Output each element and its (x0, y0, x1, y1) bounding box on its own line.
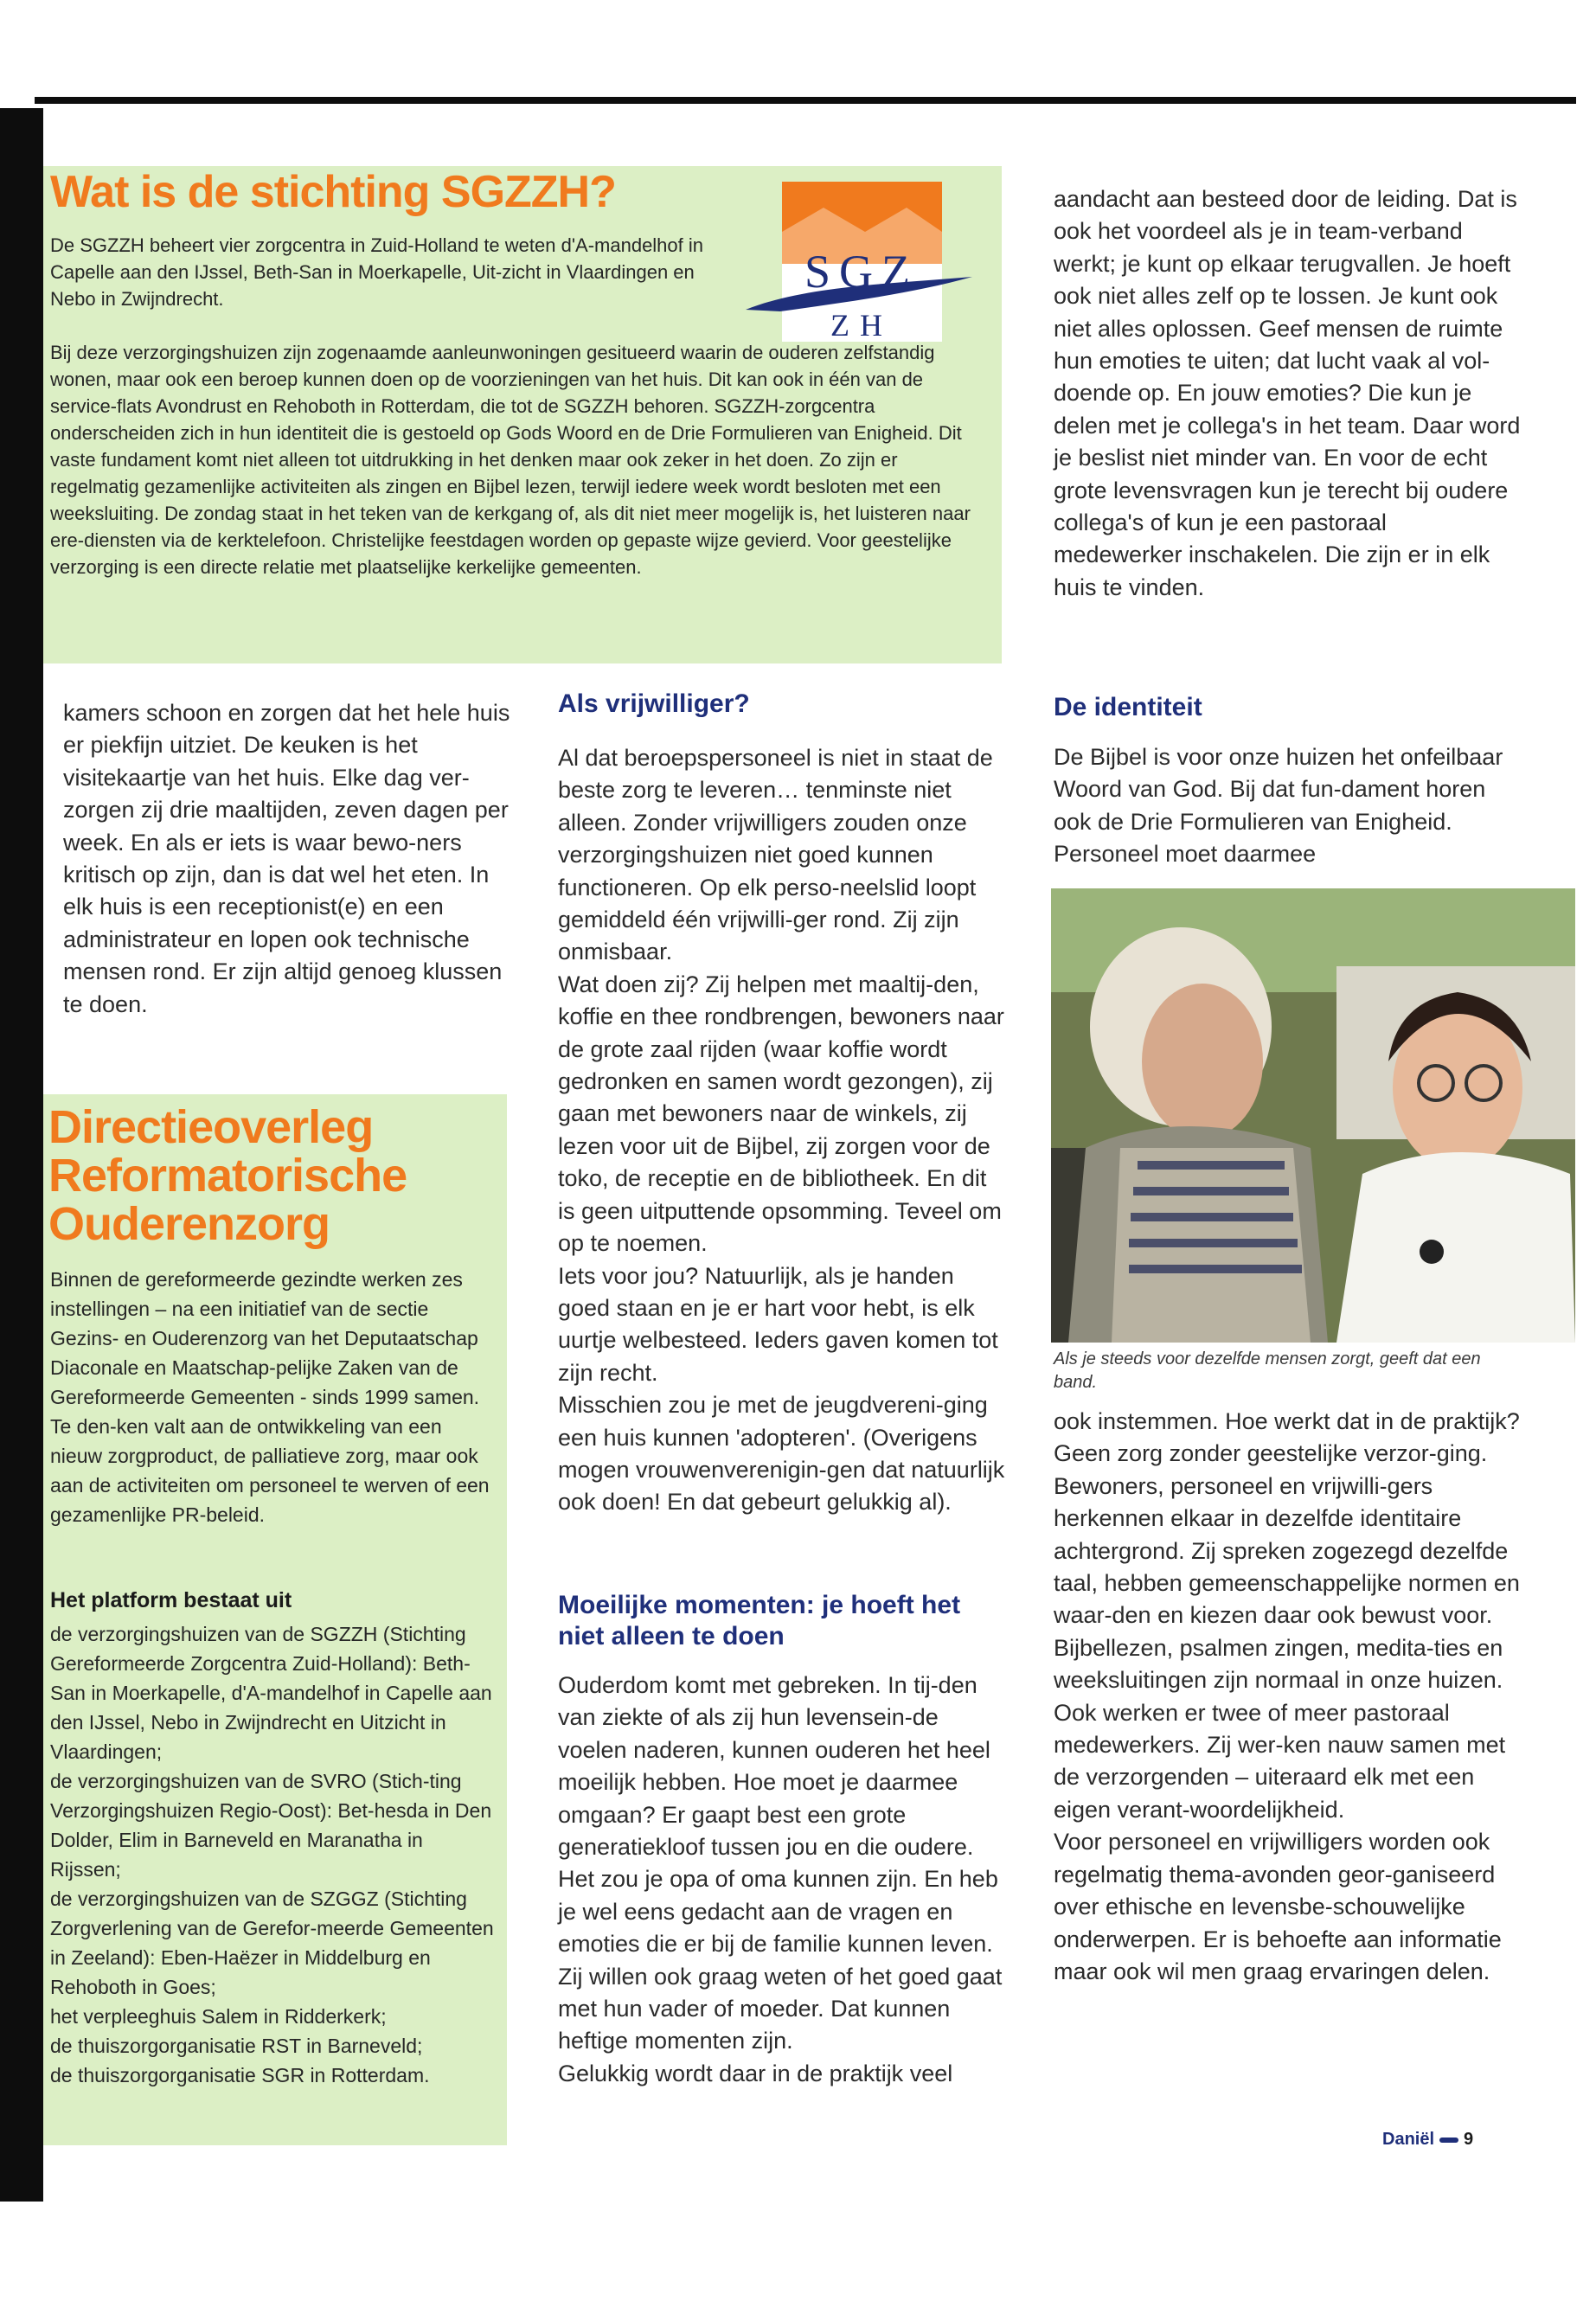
platform-item: het verpleeghuis Salem in Ridderkerk; (50, 2005, 387, 2028)
photo-caption: Als je steeds voor dezelfde mensen zorgt, geeft dat een band. (1054, 1349, 1481, 1392)
sgzzh-logo (746, 182, 979, 342)
top-rule (35, 97, 1576, 104)
logo-text-top: SGZ (804, 246, 920, 298)
platform-item: de verzorgingshuizen van de SGZZH (Stichting Gereformeerde Zorgcentra Zuid-Holland): Beth-San in Moerkapelle, d'A-mandelhof in Capelle aan den IJssel, Nebo in Zwijndrecht en Uitzicht in Vlaardingen; (50, 1623, 492, 1763)
directie-box-body: Binnen de gereformeerde gezindte werken zes instellingen – na een initiatief van de sectie Gezins- en Ouderenzorg van het Deputaatschap Diaconale en Maatschap-pelijke Zaken van de Gereformeerde Gemeenten - sinds 1999 samen. Te den-ken valt aan de ontwikkeling van een nieuw zorgproduct, de palliatieve zorg, maar ook aan de activiteiten om personeel te werven of een gezamenlijke PR-beleid. (50, 1268, 490, 1526)
column3-lower (1054, 1406, 1521, 1988)
column2-lower (558, 1670, 1008, 2090)
platform-heading: Het platform bestaat uit (50, 1588, 292, 1612)
page-edge-bar (0, 108, 43, 2202)
platform-item: de thuiszorgorganisatie RST in Barneveld; (50, 2035, 423, 2057)
sgzzh-box-body: Bij deze verzorgingshuizen zijn zogenaamde aanleunwoningen gesitueerd waarin de ouderen zelfstandig wonen, maar ook een beroep kunnen doen op de voorzieningen van het huis. Dit kan ook in één van de service-flats Avondrust en Rehoboth in Rotterdam, die tot de SGZZH behoren. SGZZH-zorgcentra onderscheiden zich in hun identiteit die is gestoeld op Gods Woord en de Drie Formulieren van Enigheid. Dit vaste fundament komt niet alleen tot uitdrukking in het denken maar ook zeker in het doen. Zo zijn er regelmatig gezamenlijke activiteiten als zingen en Bijbel lezen, terwijl iedere week wordt besloten met een weeksluiting. De zondag staat in het teken van de kerkgang of, als dit niet meer mogelijk is, het luisteren naar ere-diensten via de kerktelefoon. Christelijke feestdagen worden op gepaste wijze gevierd. Voor geestelijke verzorging is een directe relatie met plaatselijke kerkelijke gemeenten. (50, 342, 971, 578)
page-footer (1382, 2130, 1473, 2150)
momenten-paragraph-1: Ouderdom komt met gebreken. In tij-den van ziekte of als zij hun levensein-de voelen naderen, kunnen ouderen het heel moeilijk hebben. Hoe moet je daarmee omgaan? Er gaapt best een grote generatiekloof tussen jou en die oudere. Het zou je opa of oma kunnen zijn. En heb je wel eens gedacht aan de vragen en emoties die er bij de familie kunnen leven. Zij willen ook graag weten of het goed gaat met hun vader of moeder. Dat kunnen heftige momenten zijn. (558, 1672, 1003, 2054)
sgzzh-box-intro: De SGZZH beheert vier zorgcentra in Zuid-Holland te weten d'A-mandelhof in Capelle aan den IJssel, Beth-San in Moerkapelle, Uit-zicht in Vlaardingen en Nebo in Zwijndrecht. (50, 234, 704, 310)
vrijwilliger-paragraph-4: Misschien zou je met de jeugdvereni-ging een huis kunnen 'adopteren'. (Overigens mogen vrouwenverenigin-gen dat natuurlijk ook doen! En dat gebeurt gelukkig al). (558, 1392, 1005, 1516)
column1-text: kamers schoon en zorgen dat het hele huis er piekfijn uitziet. De keuken is het visitekaartje van het huis. Elke dag ver-zorgen zij drie maaltijden, zeven dagen per week. En als er iets is waar bewo-ners kritisch op zijn, dan is dat wel het eten. In elk huis is een receptionist(e) en een administrateur en lopen ook technische mensen rond. Er zijn altijd genoeg klussen te doen. (63, 700, 510, 1017)
vrijwilliger-paragraph-3: Iets voor jou? Natuurlijk, als je handen goed staan en je er hart voor hebt, is elk uurtje welbesteed. Ieders gaven komen tot zijn recht. (558, 1262, 998, 1386)
identiteit-paragraph-2: ook instemmen. Hoe werkt dat in de praktijk? (1054, 1408, 1520, 1434)
vrijwilliger-paragraph-1: Al dat beroepspersoneel is niet in staat de beste zorg te leveren… tenminste niet alleen. Zonder vrijwilligers zouden onze verzorgingshuizen niet goed kunnen functioneren. Op elk perso-neelslid loopt gemiddeld één vrijwilli-ger rond. Zij zijn onmisbaar. (558, 745, 993, 965)
identiteit-paragraph-4: Voor personeel en vrijwilligers worden ook regelmatig thema-avonden geor-ganiseerd over ethische en levensbe-schouwelijke onderwerpen. Er is behoefte aan informatie maar ook wil men graag ervaringen delen. (1054, 1829, 1502, 1984)
footer-dash-icon (1439, 2138, 1458, 2143)
platform-item: de thuiszorgorganisatie SGR in Rotterdam. (50, 2064, 430, 2086)
heading-identiteit: De identiteit (1054, 693, 1202, 721)
platform-list (50, 1619, 496, 2090)
logo-text-bottom: ZH (830, 308, 893, 342)
platform-item: de verzorgingshuizen van de SVRO (Stich-ting Verzorgingshuizen Regio-Oost): Bet-hesda in Den Dolder, Elim in Barneveld en Maranatha in Rijssen; (50, 1770, 492, 1881)
photo-caregiver-with-elderly (1051, 888, 1575, 1343)
identiteit-paragraph-3: Geen zorg zonder geestelijke verzor-ging. Bewoners, personeel en vrijwilli-gers herkennen elkaar in dezelfde identitaire achtergrond. Zij spreken zogezegd dezelfde taal, hebben gemeenschappelijke normen en waar-den en kiezen daar ook bewust voor. Bijbellezen, psalmen zingen, medita-ties en weeksluitingen zijn normaal in onze huizen. Ook werken er twee of meer pastoraal medewerkers. Zij wer-ken nauw samen met de verzorgenden – uiteraard elk met een eigen verant-woordelijkheid. (1054, 1440, 1520, 1823)
column2-upper (558, 742, 1008, 1519)
heading-vrijwilliger: Als vrijwilliger? (558, 689, 750, 718)
magazine-name: Daniël (1382, 2130, 1435, 2149)
heading-moeilijke-momenten: Moeilijke momenten: je hoeft het niet alleen te doen (558, 1591, 961, 1650)
column3-text-1: aandacht aan besteed door de leiding. Dat is ook het voordeel als je in team-verband werkt; je kunt op elkaar terugvallen. Je hoeft ook niet alles zelf op te lossen. Je kunt ook niet alles oplossen. Geef mensen de ruimte hun emoties te uiten; dat lucht vaak al vol-doende op. En jouw emoties? Die kun je delen met je collega's in het team. Daar word je beslist niet minder van. En voor de echt grote levensvragen kun je terecht bij oudere collega's of kun je een pastoraal medewerker inschakelen. Die zijn er in elk huis te vinden. (1054, 186, 1521, 600)
sgzzh-box-title: Wat is de stichting SGZZH? (50, 167, 616, 217)
vrijwilliger-paragraph-2: Wat doen zij? Zij helpen met maaltij-den, koffie en thee rondbrengen, bewoners naar de grote zaal rijden (waar koffie wordt gedronken en samen wordt gezongen), zij gaan met bewoners naar de winkels, zij lezen voor uit de Bijbel, zij zorgen voor de toko, de receptie en de bibliotheek. En dit is geen uitputtende opsomming. Teveel om op te noemen. (558, 971, 1004, 1257)
momenten-paragraph-2: Gelukkig wordt daar in de praktijk veel (558, 2060, 953, 2086)
directie-box-title: Directieoverleg Reformatorische Ouderenzorg (48, 1101, 407, 1250)
platform-item: de verzorgingshuizen van de SZGGZ (Stichting Zorgverlening van de Gerefor-meerde Gemeenten in Zeeland): Eben-Haëzer in Middelburg en Rehoboth in Goes; (50, 1888, 494, 1998)
page-number: 9 (1464, 2130, 1474, 2149)
identiteit-paragraph-1: De Bijbel is voor onze huizen het onfeilbaar Woord van God. Bij dat fun-dament horen ook de Drie Formulieren van Enigheid. Personeel moet daarmee (1054, 744, 1503, 868)
